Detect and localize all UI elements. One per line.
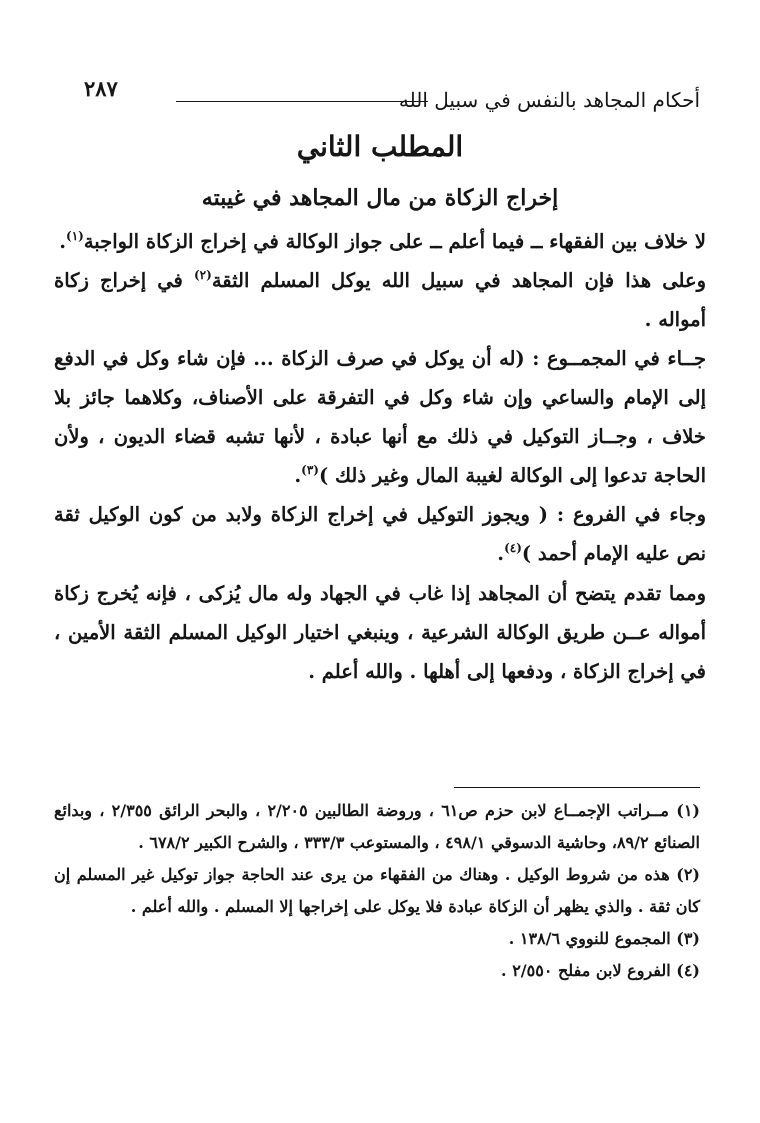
paragraph-furu-quote: وجاء في الفروع : ( ويجوز التوكيل في إخراج الزكاة ولابد من كون الوكيل ثقة نص عليه الإمام أحمد )$^{(٤)}$. [54,503,706,565]
footnotes [54,795,700,987]
paragraph-majmu-quote: جــاء في المجمــوع : (له أن يوكل في صرف الزكاة ... فإن شاء وكل في الدفع إلى الإمام والساعي وإن شاء وكل في التفرقة على الأصناف، وكلاهما جائز بلا خلاف ، وجــاز التوكيل في ذلك مع أنها عبادة ، لأنها تشبه قضاء الديون ، ولأن الحاجة تدعوا إلى الوكالة لغيبة المال وغير ذلك )$^{(٣)}$. [54,347,706,487]
section-heading: المطلب الثاني [296,130,464,163]
paragraph-agent: وعلى هذا فإن المجاهد في سبيل الله يوكل المسلم الثقة$^{(٢)}$ في إخراج زكاة أمواله . [54,268,706,331]
section-subheading: إخراج الزكاة من مال المجاهد في غيبته [201,185,559,211]
footnote-ref-1: (١) [66,229,84,243]
footnote-ref-4: (٤) [504,541,522,555]
body-text [54,222,706,691]
footnote-3: (٣) المجموع للنووي ١٣٨/٦ . [508,929,700,948]
footnote-separator [454,787,700,788]
footnote-ref-3: (٣) [301,463,319,477]
running-title: أحكام المجاهد بالنفس في سبيل الله [398,88,700,112]
footnote-4: (٤) الفروع لابن مفلح ٢/٥٥٠ . [501,961,700,980]
page-number: ٢٨٧ [84,76,118,101]
footnote-ref-2: (٢) [193,268,212,282]
footnote-2: (٢) هذه من شروط الوكيل . وهناك من الفقهاء من يرى عند الحاجة جواز توكيل غير المسلم إن كان ثقة . والذي يظهر أن الزكاة عبادة فلا يوكل على إخراجها إلا المسلم . والله أعلم . [54,865,700,916]
paragraph-consensus: لا خلاف بين الفقهاء ــ فيما أعلم ــ على جواز الوكالة في إخراج الزكاة الواجبة$^{(١)}$. [59,229,706,253]
footnote-1: (١) مــراتب الإجمــاع لابن حزم ص٦١ ، وروضة الطالبين ٢/٢٠٥ ، والبحر الرائق ٢/٣٥٥ ، وبدائع الصنائع ٨٩/٢، وحاشية الدسوقي ٤٩٨/١ ، والمستوعب ٣٣٣/٣ ، والشرح الكبير ٦٧٨/٢ . [54,801,700,852]
header-rule [176,101,428,102]
paragraph-conclusion: ومما تقدم يتضح أن المجاهد إذا غاب في الجهاد وله مال يُزكى ، فإنه يُخرج زكاة أمواله عــن طريق الوكالة الشرعية ، وينبغي اختيار الوكيل المسلم الثقة الأمين ، في إخراج الزكاة ، ودفعها إلى أهلها . والله أعلم . [54,582,706,683]
